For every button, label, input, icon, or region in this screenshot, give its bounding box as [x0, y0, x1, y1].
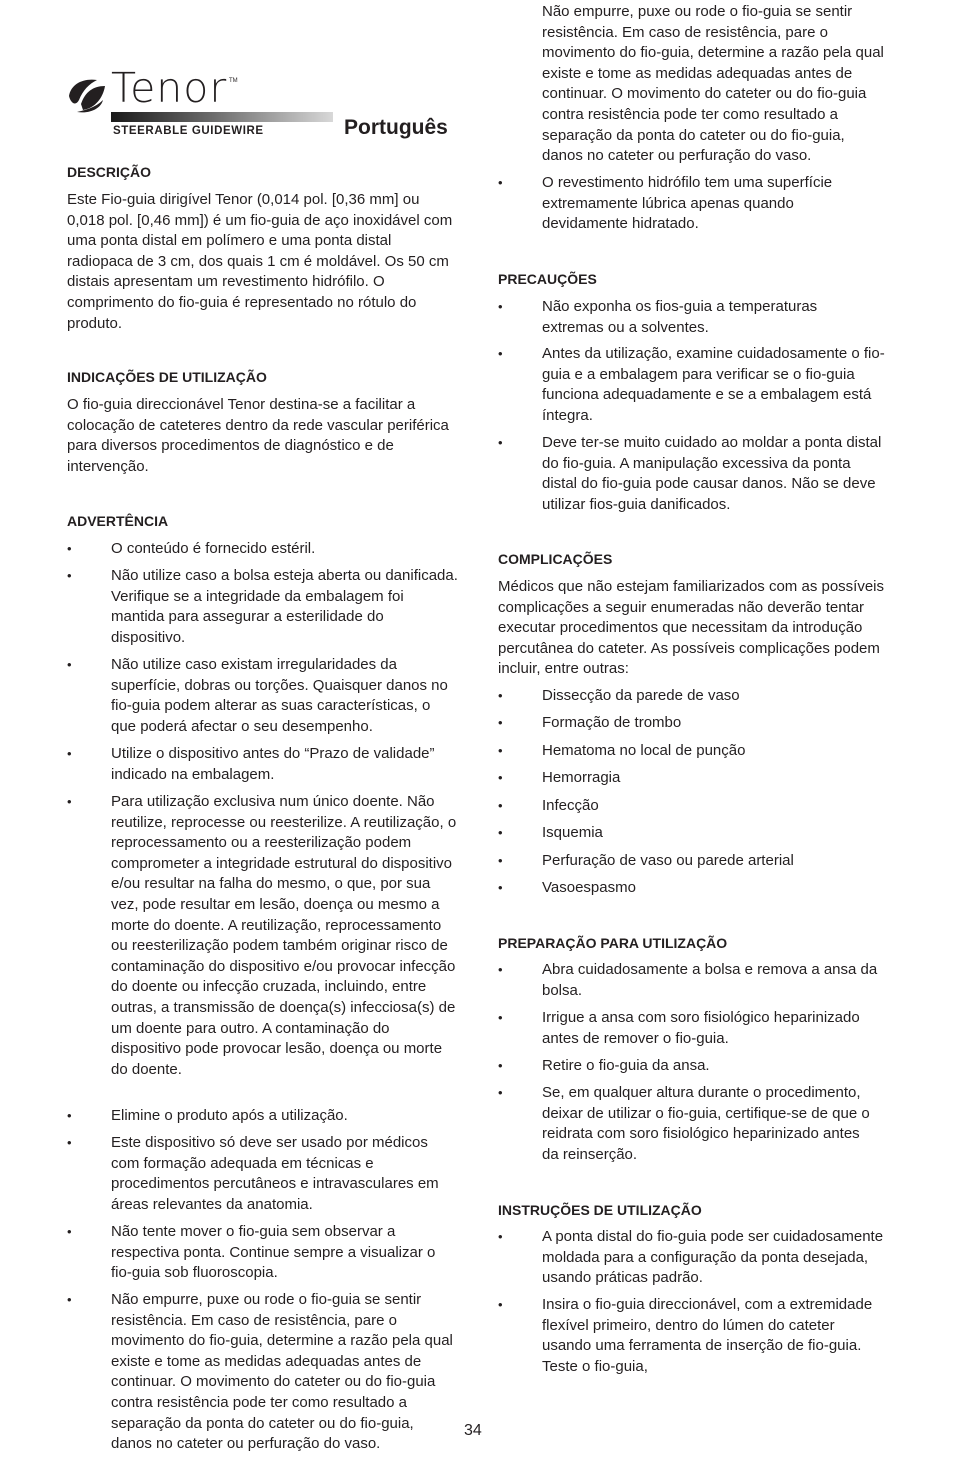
list-item-text: Dissecção da parede de vaso	[542, 687, 740, 704]
list-item-text: O revestimento hidrófilo tem uma superfície extremamente lúbrica apenas quando devidamente hidratado.	[542, 174, 833, 233]
list-item-text: Não exponha os fios-guia a temperaturas extremas ou a solventes.	[542, 298, 818, 336]
list-item-text: Infecção	[542, 797, 599, 814]
list-item-text: A ponta distal do fio-guia pode ser cuidadosamente moldada para a configuração da ponta desejada, usando práticas padrão.	[542, 1228, 884, 1287]
leaf-logo-icon	[67, 74, 107, 114]
list-item-text: Irrigue a ansa com soro fisiológico heparinizado antes de remover o fio-guia.	[542, 1009, 860, 1047]
logo-gradient-bar	[111, 112, 333, 122]
list-item-text: Se, em qualquer altura durante o procedimento, deixar de utilizar o fio-guia, certifique-se de que o reidrata com soro fisiológico heparinizado antes da reinserção.	[542, 1084, 870, 1163]
list-item-text: Deve ter-se muito cuidado ao moldar a ponta distal do fio-guia. A manipulação excessiva da ponta distal do fio-guia pode causar danos. Não se deve utilizar fios-guia danificados.	[542, 434, 882, 513]
list-item-text: Abra cuidadosamente a bolsa e remova a ansa da bolsa.	[542, 961, 878, 999]
list-item-text: Formação de trombo	[542, 714, 682, 731]
list-item-text: Vasoespasmo	[542, 879, 636, 896]
list-item-text: Insira o fio-guia direccionável, com a extremidade flexível primeiro, dentro do lúmen do cateter usando uma ferramenta de inserção de fio-guia. Teste o fio-guia,	[542, 1296, 873, 1375]
logo-subtitle: STEERABLE GUIDEWIRE	[113, 125, 264, 137]
list-item-text: Não tente mover o fio-guia sem observar a respectiva ponta. Continue sempre a visualizar o fio-guia sob fluoroscopia.	[111, 1223, 436, 1282]
list-item-text: O conteúdo é fornecido estéril.	[111, 540, 316, 557]
list-item-text: Hemorragia	[542, 769, 621, 786]
complicacoes-intro: Médicos que não estejam familiarizados com as possíveis complicações a seguir enumeradas não deverão tentar executar procedimentos que necessitam da introdução percutânea do cateter. As possíveis complicações podem incluir, entre outras:	[498, 578, 885, 678]
precaucoes-heading: PRECAUÇÕES	[498, 271, 597, 287]
logo-trademark: TM	[229, 78, 238, 84]
list-item-text: Para utilização exclusiva num único doente. Não reutilize, reprocesse ou reesterilize. A reutilização, o reprocessamento ou a reesterilização podem comprometer a integridade estrutural do dispositivo e/ou resultar na falha do mesmo, o que, por sua vez, pode resultar em lesão, doença ou mesmo a morte do doente. A reutilização, reprocessamento ou reesterilização podem também originar risco de contaminação do dispositivo e/ou provocar infecção do doente ou infecção cruzada, incluindo, entre outras, a transmissão de doença(s) infecciosa(s) de um doente para outro. A contaminação do dispositivo pode provocar lesão, doença ou morte do doente.	[111, 793, 457, 1078]
advertencia-heading: ADVERTÊNCIA	[67, 513, 169, 529]
descricao-heading: DESCRIÇÃO	[67, 164, 152, 180]
list-item-text: Este dispositivo só deve ser usado por médicos com formação adequada em técnicas e procedimentos percutâneos e intravasculares em áreas relevantes da anatomia.	[111, 1134, 439, 1213]
logo-wordmark: Tenor	[111, 64, 228, 112]
language-title: Português	[344, 116, 448, 139]
list-item-text: Não utilize caso existam irregularidades da superfície, dobras ou torções. Quaisquer danos no fio-guia podem alterar as suas características, o que poderá afectar o seu desempenho.	[111, 656, 448, 735]
list-item: • Não empurre, puxe ou rode o fio-guia se sentir resistência. Em caso de resistência, pare o movimento do fio-guia, determine a razão pela qual existe e tome as medidas adequadas antes de continuar. O movimento do cateter ou do fio-guia contra resistência pode ter como resultado a separação da ponta do cateter ou do fio-guia, danos no cateter ou perfuração do vaso.	[67, 1290, 459, 1352]
list-item-text: Não empurre, puxe ou rode o fio-guia se sentir resistência. Em caso de resistência, pare o movimento do fio-guia, determine a razão pela qual existe e tome as medidas adequadas antes de continuar. O movimento do cateter ou do fio-guia contra resistência pode ter como resultado a separação da ponta do cateter ou do fio-guia, danos no cateter ou perfuração do vaso.	[542, 3, 884, 165]
list-item-text: Hematoma no local de punção	[542, 742, 746, 759]
preparacao-heading: PREPARAÇÃO PARA UTILIZAÇÃO	[498, 935, 728, 951]
instrucoes-heading: INSTRUÇÕES DE UTILIZAÇÃO	[498, 1202, 702, 1218]
list-item-text: Isquemia	[542, 824, 603, 841]
list-item-text: Não empurre, puxe ou rode o fio-guia se sentir resistência. Em caso de resistência, pare o movimento do fio-guia, determine a razão pela qual existe e tome as medidas adequadas antes de continuar. O movimento do cateter ou do fio-guia contra resistência pode ter como resultado a separação da ponta do cateter ou do fio-guia, danos no cateter ou perfuração do vaso.	[111, 1291, 453, 1453]
descricao-body: Este Fio-guia dirigível Tenor (0,014 pol. [0,36 mm] ou 0,018 pol. [0,46 mm]) é um fio-guia de aço inoxidável com uma ponta distal em polímero e uma ponta distal radiopaca de 3 cm, dos quais 1 cm é moldável. Os 50 cm distais apresentam um revestimento hidrófilo. O comprimento do fio-guia é representado no rótulo do produto.	[67, 191, 453, 332]
indicacoes-heading: INDICAÇÕES DE UTILIZAÇÃO	[67, 369, 267, 385]
list-item-text: Não utilize caso a bolsa esteja aberta ou danificada. Verifique se a integridade da embalagem foi mantida para assegurar a esterilidade do dispositivo.	[111, 567, 458, 646]
list-item-text: Perfuração de vaso ou parede arterial	[542, 852, 794, 869]
complicacoes-heading: COMPLICAÇÕES	[498, 551, 613, 567]
list-item-text: Utilize o dispositivo antes do “Prazo de validade” indicado na embalagem.	[111, 745, 435, 783]
list-item-text: Antes da utilização, examine cuidadosamente o fio-guia e a embalagem para verificar se o fio-guia funciona adequadamente e se a embalagem está íntegra.	[542, 345, 885, 424]
tenor-logo	[67, 64, 277, 140]
list-item-text: Elimine o produto após a utilização.	[111, 1107, 348, 1124]
list-item-continued	[498, 3, 894, 169]
list-item-text: Retire o fio-guia da ansa.	[542, 1057, 710, 1074]
page-number: 34	[464, 1422, 482, 1439]
indicacoes-body: O fio-guia direccionável Tenor destina-se a facilitar a colocação de cateteres dentro da rede vascular periférica para diversos procedimentos de diagnóstico e de intervenção.	[67, 396, 449, 475]
